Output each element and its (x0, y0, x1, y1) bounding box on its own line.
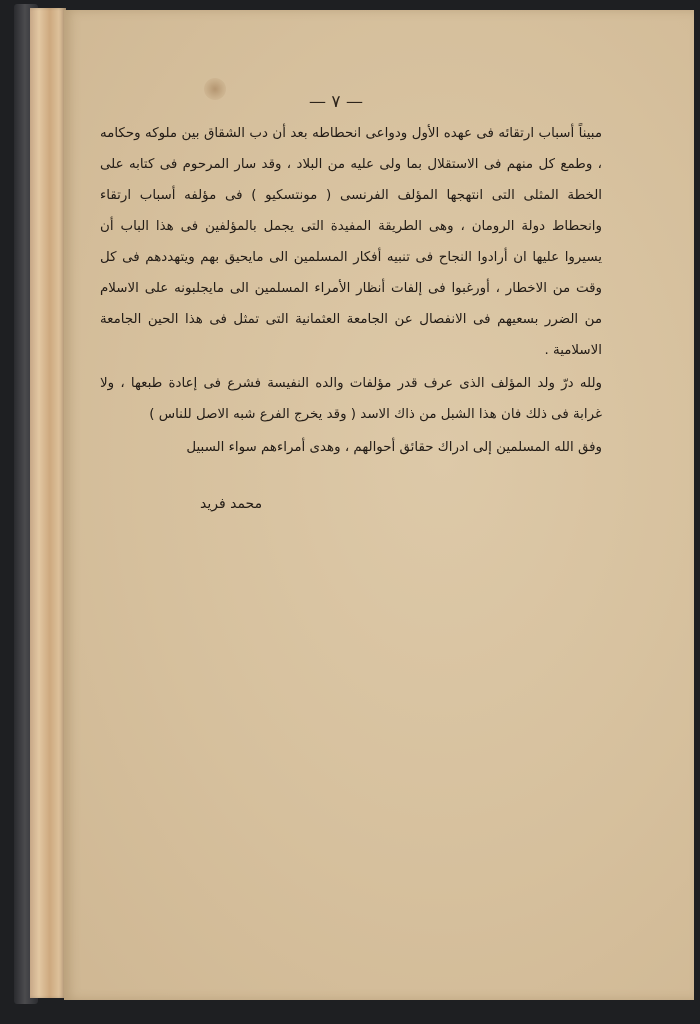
paragraph-2: ولله درّ ولد المؤلف الذى عرف قدر مؤلفات والده النفيسة فشرع فى إعادة طبعها ، ولا غرابة فى ذلك فان هذا الشبل من ذاك الاسد ( وقد يخرج الفرع شبه الاصل للناس ) (100, 376, 602, 422)
paper-stain (204, 78, 226, 100)
page-body (100, 118, 602, 463)
paragraph-3: وفق الله المسلمين إلى ادراك حقائق أحوالهم ، وهدى أمراءهم سواء السبيل (186, 440, 602, 455)
page-number: — ٧ — (309, 92, 363, 112)
page-edges (30, 8, 66, 998)
paragraph-1: مبيناً أسباب ارتقائه فى عهده الأول ودواعى انحطاطه بعد أن دب الشقاق بين ملوكه وحكامه ، وطمع كل منهم فى الاستقلال بما ولى عليه من البلاد ، وقد سار المرحوم فى كتابه على الخطة المثلى التى انتهجها المؤلف الفرنسى ( مونتسكيو ) فى مؤلفه أسباب ارتقاء وانحطاط دولة الرومان ، وهى الطريقة المفيدة التى يجمل بالمؤلفين فى هذا الباب أن يسيروا عليها ان أرادوا النجاح فى تنبيه أفكار المسلمين الى مايحيق بهم ويتهددهم فى كل وقت من الاخطار ، أورغبوا فى إلفات أنظار الأمراء المسلمين الى مايجلبونه على الاسلام من الضرر بسعيهم فى الانفصال عن الجامعة العثمانية التى تمثل فى هذا الحين الجامعة الاسلامية . (100, 126, 602, 358)
author-signature: محمد فريد (200, 496, 263, 512)
